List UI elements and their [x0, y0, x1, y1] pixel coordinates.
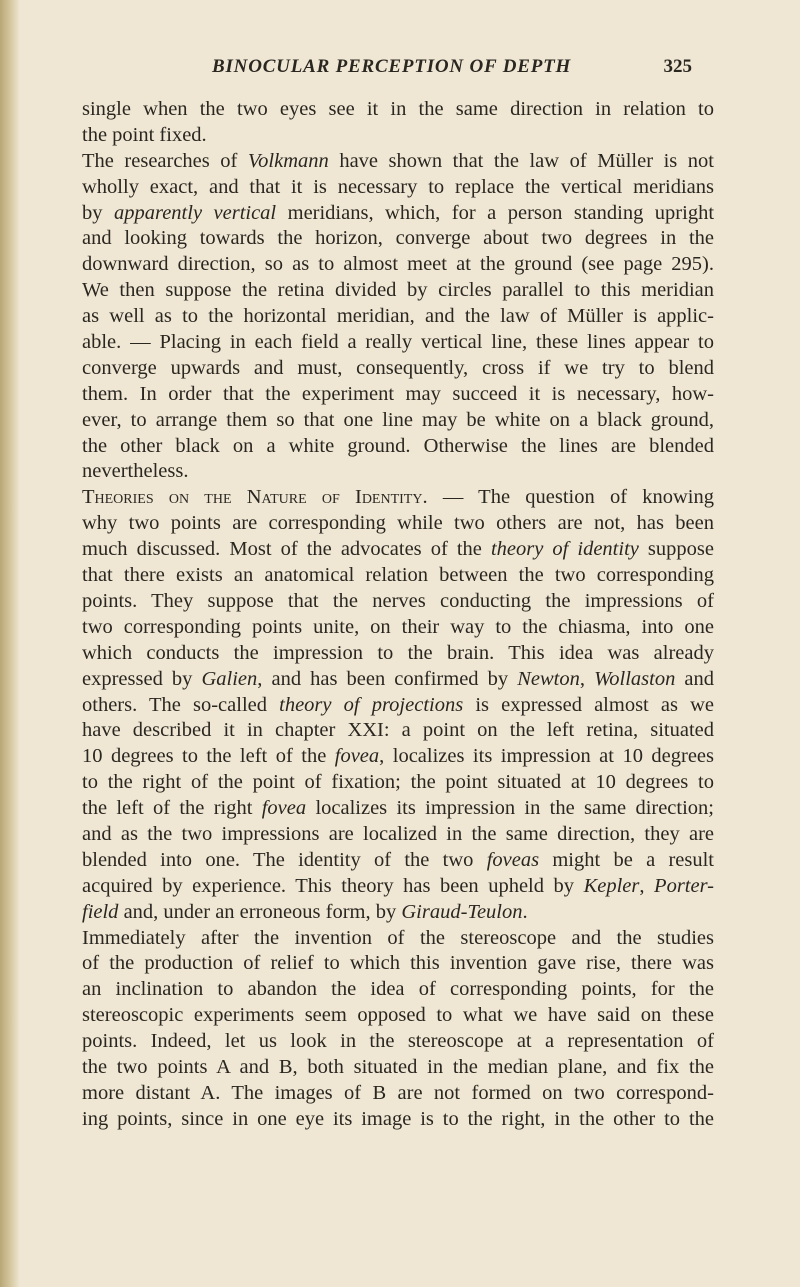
text-line: to the right of the point of fixation; the point situated at 10 degrees to [82, 771, 714, 794]
text-line: that there exists an anatomical relation between the two corresponding [82, 564, 714, 587]
text-line: as well as to the horizontal meridian, and the law of Müller is applic- [82, 305, 714, 328]
running-title: BINOCULAR PERCEPTION OF DEPTH [212, 56, 572, 77]
text-line: We then suppose the retina divided by circles parallel to this meridian [82, 279, 714, 302]
text-line: converge upwards and must, consequently, cross if we try to blend [82, 356, 714, 379]
text-line: ing points, since in one eye its image is to the right, in the other to the [82, 1107, 714, 1130]
text-line: much discussed. Most of the advocates of the theory of identity suppose [82, 538, 714, 561]
page-number: 325 [663, 56, 692, 77]
body-text [82, 97, 714, 1133]
text-line: others. The so-called theory of projections is expressed almost as we [82, 693, 714, 716]
page-gutter-shadow [0, 0, 20, 1287]
text-line: wholly exact, and that it is necessary to replace the vertical meridians [82, 175, 714, 198]
text-line: field and, under an erroneous form, by Giraud-Teulon. [82, 900, 528, 923]
text-line: able. — Placing in each field a really vertical line, these lines appear to [82, 331, 714, 354]
text-line: of the production of relief to which this invention gave rise, there was [82, 952, 714, 975]
text-line: The researches of Volkmann have shown that the law of Müller is not [82, 149, 714, 172]
text-line: them. In order that the experiment may succeed it is necessary, how- [82, 382, 714, 405]
text-line: the two points A and B, both situated in the median plane, and fix the [82, 1056, 714, 1078]
text-line: ever, to arrange them so that one line may be white on a black ground, [82, 408, 714, 431]
text-line: two corresponding points unite, on their way to the chiasma, into one [82, 615, 714, 638]
text-line: blended into one. The identity of the two foveas might be a result [82, 848, 714, 871]
text-line: the point fixed. [82, 123, 207, 146]
text-line: single when the two eyes see it in the same direction in relation to [82, 98, 714, 120]
text-line: more distant A. The images of B are not formed on two correspond- [82, 1081, 714, 1104]
text-line: by apparently vertical meridians, which, for a person standing upright [82, 201, 714, 224]
text-line: expressed by Galien, and has been confirmed by Newton, Wollaston and [82, 667, 714, 690]
text-line: nevertheless. [82, 460, 189, 483]
text-line: 10 degrees to the left of the fovea, localizes its impression at 10 degrees [82, 745, 714, 768]
text-line: which conducts the impression to the brain. This idea was already [82, 641, 714, 664]
text-line: Theories on the Nature of Identity. — The question of knowing [82, 486, 714, 509]
text-line: why two points are corresponding while two others are not, has been [82, 512, 714, 535]
text-line: acquired by experience. This theory has been upheld by Kepler, Porter- [82, 874, 714, 897]
text-line: the other black on a white ground. Otherwise the lines are blended [82, 434, 714, 457]
text-line: and looking towards the horizon, converge about two degrees in the [82, 227, 714, 250]
text-line: points. They suppose that the nerves conducting the impressions of [82, 589, 714, 612]
text-line: points. Indeed, let us look in the stereoscope at a representation of [82, 1030, 714, 1053]
text-line: stereoscopic experiments seem opposed to what we have said on these [82, 1004, 714, 1027]
text-line: and as the two impressions are localized in the same direction, they are [82, 822, 714, 845]
text-line: an inclination to abandon the idea of corresponding points, for the [82, 978, 714, 1001]
text-line: the left of the right fovea localizes its impression in the same direction; [82, 797, 714, 820]
text-line: downward direction, so as to almost meet at the ground (see page 295). [82, 253, 714, 276]
page-header [0, 56, 800, 86]
text-line: Immediately after the invention of the stereoscope and the studies [82, 926, 714, 949]
text-line: have described it in chapter XXI: a point on the left retina, situated [82, 719, 714, 742]
